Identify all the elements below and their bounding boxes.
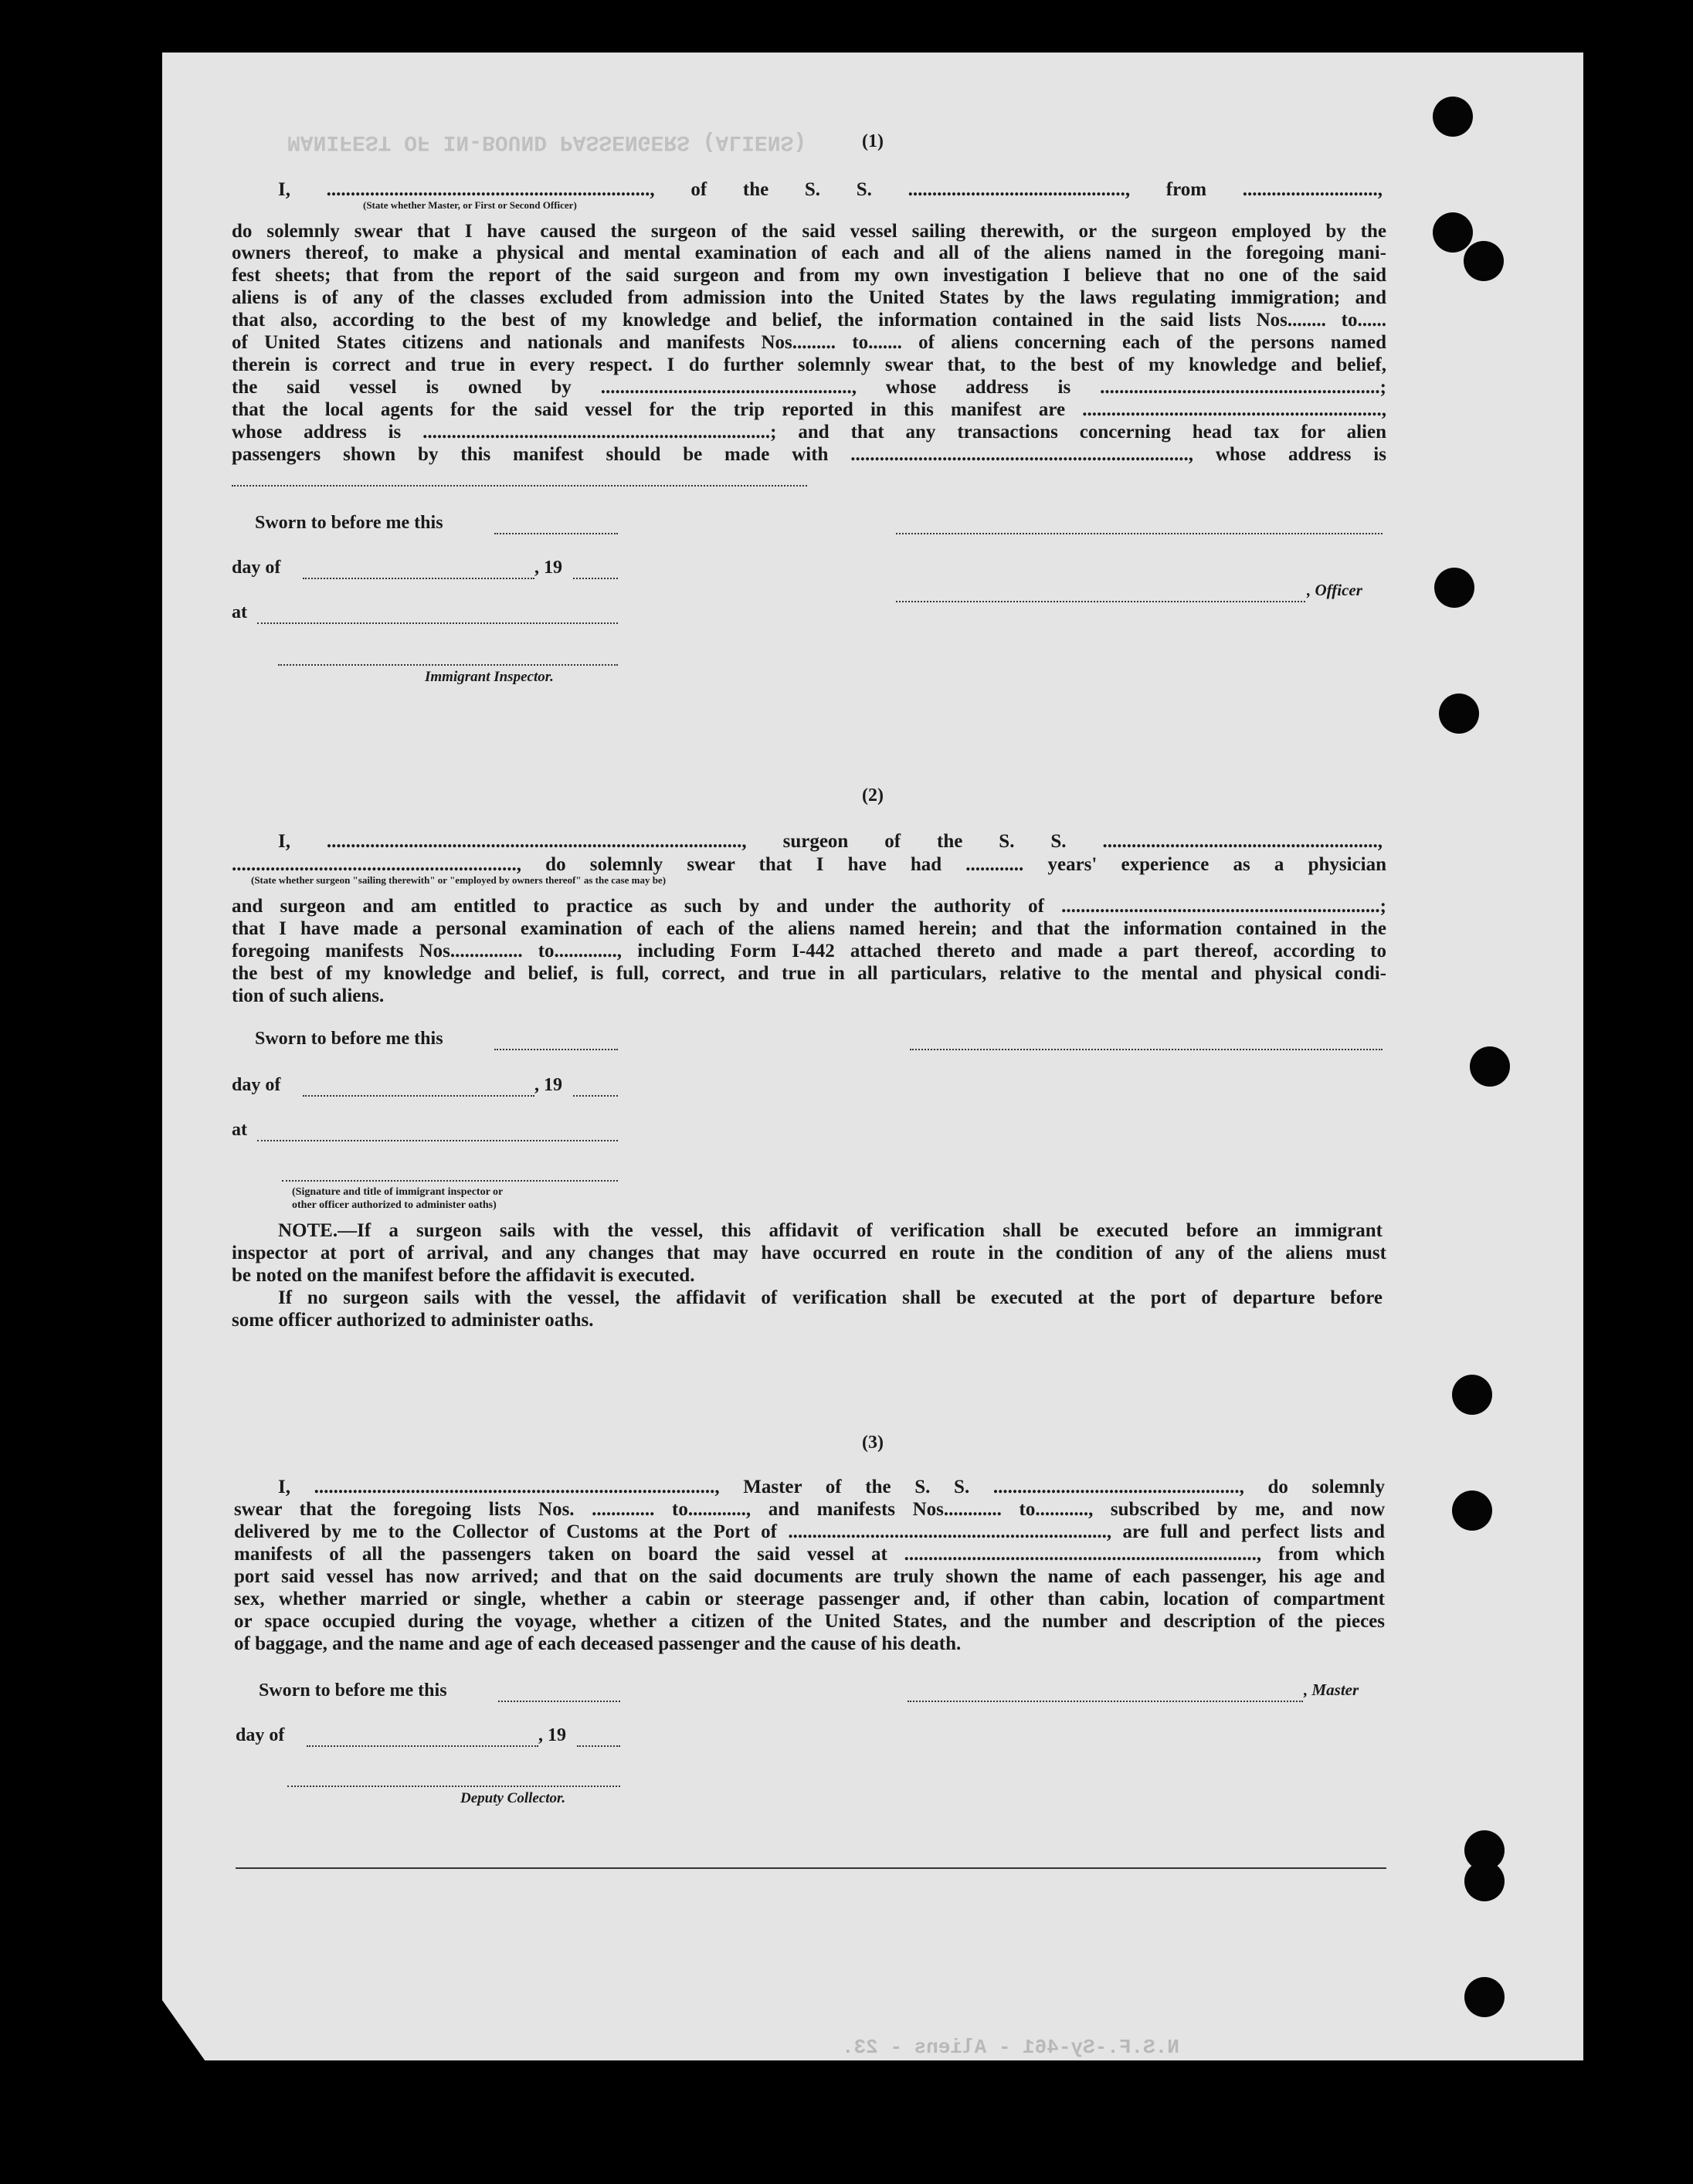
year-label: , 19 [538,1725,566,1745]
section-3-line: delivered by me to the Collector of Customs at the Port of .................................................................., are full and perfect lists and [234,1521,1385,1542]
officer-signature-line-1[interactable] [896,533,1383,534]
section-1-line: aliens is of any of the classes excluded from admission into the United States by the laws regulating immigration; and [232,287,1386,308]
section-1-line: of United States citizens and nationals and manifests Nos......... to....... of aliens concerning each of the persons named [232,332,1386,353]
section-2-line: tion of such aliens. [232,985,385,1006]
day-blank[interactable] [303,1095,534,1097]
officer-label: , Officer [1307,581,1362,599]
section-1-line: the said vessel is owned by ...................................................., whose address is ..........................................................; [232,377,1386,398]
sworn-label: Sworn to before me this [255,513,443,533]
section-1-line: whose address is ........................................................................; and that any transactions concerning head tax for alien [232,422,1386,443]
note-line: be noted on the manifest before the affidavit is executed. [232,1265,695,1286]
section-2-line: I, ......................................................................................, surgeon of the S. S. ........................................................., [278,831,1383,852]
section-3-title: (3) [862,1433,884,1453]
year-label: , 19 [534,558,562,578]
punch-hole [1433,212,1473,253]
day-of-label: day of [232,558,281,578]
note-line: If no surgeon sails with the vessel, the affidavit of verification shall be executed at the port of departure before [278,1287,1383,1308]
at-label: at [232,1120,247,1140]
section-3-line: I, ..................................................................................., Master of the S. S. ..................................................., do solemnly [278,1477,1385,1497]
sworn-label: Sworn to before me this [259,1680,447,1701]
section-2-line: and surgeon and am entitled to practice as such by and under the authority of ..................................................................; [232,896,1386,917]
section-2-title: (2) [862,785,884,805]
inspector-signature-line[interactable] [282,1180,618,1182]
at-blank[interactable] [257,622,618,624]
note-line: some officer authorized to administer oaths. [232,1310,594,1331]
punch-hole [1464,1861,1505,1901]
at-label: at [232,602,247,622]
punch-hole [1452,1375,1492,1415]
master-label: , Master [1304,1680,1359,1699]
note-label: NOTE. [278,1220,338,1241]
note-text: —If a surgeon sails with the vessel, this affidavit of verification shall be executed before an immigrant [338,1220,1383,1241]
section-3-line: manifests of all the passengers taken on board the said vessel at ........................................................................., from which [234,1544,1385,1565]
sworn-blank[interactable] [494,1049,618,1050]
surgeon-signature-line[interactable] [910,1049,1383,1050]
day-of-label: day of [236,1725,285,1745]
signature-note: other officer authorized to administer oaths) [292,1199,497,1211]
master-signature-line[interactable] [908,1701,1303,1702]
ghost-bottom-text: N.S.F.-Sy-461 - Aliens - 23. [842,2036,1179,2059]
section-1-line: fest sheets; that from the report of the said surgeon and from my own investigation I believe that no one of the said [232,265,1386,286]
section-3-line: of baggage, and the name and age of each deceased passenger and the cause of his death. [234,1633,962,1654]
section-3-line: swear that the foregoing lists Nos. ............. to............, and manifests Nos............ to..........., subscribed by me, and now [234,1499,1385,1520]
officer-signature-line[interactable] [896,601,1305,602]
punch-hole [1439,694,1479,734]
note-line: inspector at port of arrival, and any changes that may have occurred en route in the condition of any of the aliens must [232,1243,1386,1263]
signature-note: (Signature and title of immigrant inspector or [292,1186,504,1198]
sworn-label: Sworn to before me this [255,1029,443,1049]
address-blank[interactable] [232,485,807,487]
bottom-rule [236,1867,1386,1869]
punch-hole [1470,1046,1510,1087]
section-2-line: that I have made a personal examination of each of the aliens named herein; and that the information contained in the [232,918,1386,939]
master-note: (State whether Master, or First or Second Officer) [363,199,577,211]
day-of-label: day of [232,1075,281,1095]
sworn-blank[interactable] [494,533,618,534]
surgeon-note: (State whether surgeon "sailing therewith" or "employed by owners thereof" as the case may be) [251,874,667,886]
punch-hole [1434,568,1474,608]
section-2-line: ..........................................................., do solemnly swear that I have had ............ years' experience as a physician [232,854,1386,875]
year-label: , 19 [534,1075,562,1095]
immigrant-inspector-label: Immigrant Inspector. [425,669,554,685]
sworn-blank[interactable] [498,1701,620,1702]
section-1-line: passengers shown by this manifest should be made with ......................................................................, whose address is [232,444,1386,465]
punch-hole [1464,241,1504,281]
section-2-line: the best of my knowledge and belief, is full, correct, and true in all particulars, relative to the mental and physical condi- [232,963,1386,984]
at-blank[interactable] [257,1140,618,1141]
punch-hole [1464,1977,1505,2017]
note-line [278,1220,1383,1242]
section-1-line: that the local agents for the said vessel for the trip reported in this manifest are .............................................................., [232,399,1386,420]
ghost-header-text: MANIFEST OF IN-BOUND PASSENGERS (ALIENS) [287,130,807,154]
year-blank[interactable] [573,578,618,579]
year-blank[interactable] [573,1095,618,1097]
section-1-line: therein is correct and true in every respect. I do further solemnly swear that, to the best of my knowledge and belief, [232,354,1386,375]
deputy-collector-label: Deputy Collector. [460,1790,566,1806]
day-blank[interactable] [303,578,534,579]
year-blank[interactable] [577,1745,620,1747]
collector-signature-line[interactable] [287,1786,620,1787]
section-1-line: do solemnly swear that I have caused the surgeon of the said vessel sailing therewith, or the surgeon employed by the [232,221,1386,242]
document-page [162,53,1583,2060]
inspector-signature-line[interactable] [278,664,618,666]
day-blank[interactable] [307,1745,538,1747]
punch-hole [1452,1490,1492,1531]
section-2-line: foregoing manifests Nos............... to............., including Form I-442 attached thereto and made a part thereof, according to [232,941,1386,961]
section-1-line: that also, according to the best of my knowledge and belief, the information contained in the said lists Nos........ to...... [232,310,1386,331]
section-3-line: or space occupied during the voyage, whether a citizen of the United States, and the number and description of the pieces [234,1611,1385,1632]
section-1-line: owners thereof, to make a physical and mental examination of each and all of the aliens named in the foregoing mani- [232,242,1386,263]
section-1-line: I, ..................................................................., of the S. S. ............................................., from ............................, [278,179,1383,200]
section-3-line: sex, whether married or single, whether a cabin or steerage passenger and, if other than cabin, location of compartment [234,1589,1385,1609]
section-3-line: port said vessel has now arrived; and that on the said documents are truly shown the name of each passenger, his age and [234,1566,1385,1587]
section-1-title: (1) [862,131,884,151]
